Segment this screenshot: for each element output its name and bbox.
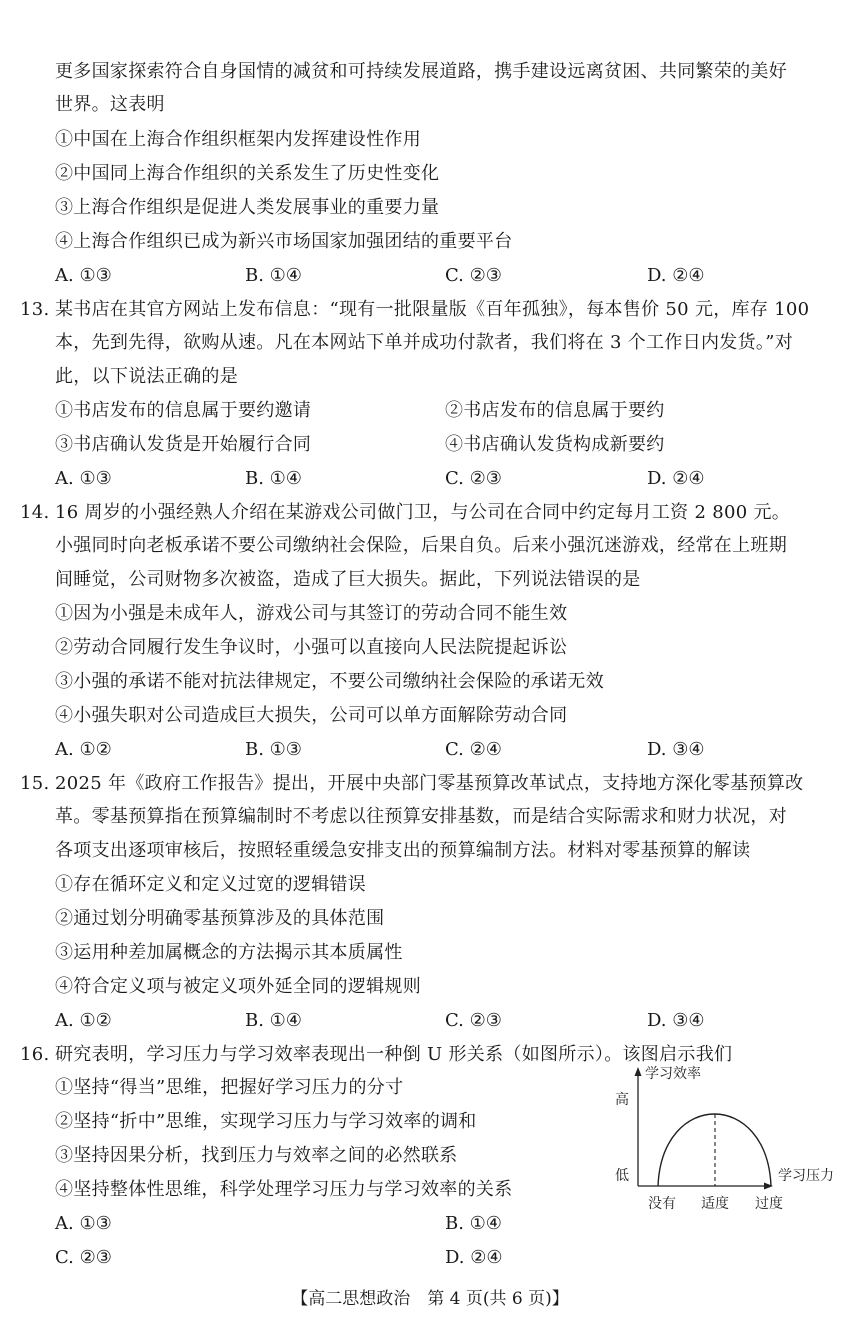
q13-item: ②书店发布的信息属于要约 (445, 400, 665, 421)
q12-item: ②中国同上海合作组织的关系发生了历史性变化 (55, 163, 440, 184)
q16-stem-line: 研究表明，学习压力与学习效率表现出一种倒 U 形关系（如图所示）。该图启示我们 (55, 1044, 733, 1065)
q13-item: ③书店确认发货是开始履行合同 (55, 434, 312, 455)
q12-item: ①中国在上海合作组织框架内发挥建设性作用 (55, 129, 421, 150)
q12-stem-line: 世界。这表明 (55, 94, 165, 115)
q12-option-a: A. ①③ (55, 265, 112, 286)
q14-stem-line: 间睡觉，公司财物多次被盗，造成了巨大损失。据此，下列说法错误的是 (55, 569, 641, 590)
q16-option-d: D. ②④ (445, 1247, 503, 1268)
x-tick-label: 过度 (755, 1196, 783, 1212)
y-low-label: 低 (615, 1168, 629, 1184)
q14-item: ④小强失职对公司造成巨大损失，公司可以单方面解除劳动合同 (55, 705, 568, 726)
q14-item: ③小强的承诺不能对抗法律规定，不要公司缴纳社会保险的承诺无效 (55, 671, 604, 692)
q15-item: ④符合定义项与被定义项外延全同的逻辑规则 (55, 976, 421, 997)
q16-option-c: C. ②③ (55, 1247, 112, 1268)
q15-stem-line: 革。零基预算指在预算编制时不考虑以往预算安排基数，而是结合实际需求和财力状况，对 (55, 806, 787, 827)
q15-item: ②通过划分明确零基预算涉及的具体范围 (55, 908, 385, 929)
q13-item: ①书店发布的信息属于要约邀请 (55, 400, 312, 421)
y-axis-arrow-icon (635, 1067, 642, 1076)
q14-number: 14. (20, 502, 50, 523)
x-axis-arrow-icon (764, 1183, 773, 1190)
q14-option-b: B. ①③ (245, 739, 302, 760)
q12-option-b: B. ①④ (245, 265, 302, 286)
q15-option-a: A. ①② (55, 1010, 112, 1031)
q14-option-c: C. ②④ (445, 739, 502, 760)
q16-option-a: A. ①③ (55, 1213, 112, 1234)
page-footer: 【高二思想政治 第 4 页(共 6 页)】 (291, 1289, 569, 1309)
x-axis-label: 学习压力 (778, 1168, 834, 1184)
q13-stem-line: 某书店在其官方网站上发布信息：“现有一批限量版《百年孤独》，每本售价 50 元，库存 100 (55, 299, 810, 320)
q12-item: ④上海合作组织已成为新兴市场国家加强团结的重要平台 (55, 231, 513, 252)
q15-option-d: D. ③④ (647, 1010, 705, 1031)
q14-stem-line: 小强同时向老板承诺不要公司缴纳社会保险，后果自负。后来小强沉迷游戏，经常在上班期 (55, 535, 787, 556)
q14-option-a: A. ①② (55, 739, 112, 760)
q14-item: ①因为小强是未成年人，游戏公司与其签订的劳动合同不能生效 (55, 603, 568, 624)
y-high-label: 高 (615, 1092, 629, 1108)
x-tick-label: 适度 (701, 1196, 729, 1212)
q16-item: ③坚持因果分析，找到压力与效率之间的必然联系 (55, 1145, 458, 1166)
q13-option-d: D. ②④ (647, 468, 705, 489)
q14-stem-line: 16 周岁的小强经熟人介绍在某游戏公司做门卫，与公司在合同中约定每月工资 2 800 元。 (55, 502, 791, 523)
q15-stem-line: 2025 年《政府工作报告》提出，开展中央部门零基预算改革试点，支持地方深化零基预算改 (55, 773, 804, 794)
q15-item: ①存在循环定义和定义过宽的逻辑错误 (55, 874, 367, 895)
x-tick-label: 没有 (648, 1196, 676, 1212)
q13-item: ④书店确认发货构成新要约 (445, 434, 665, 455)
q15-option-c: C. ②③ (445, 1010, 502, 1031)
q15-item: ③运用种差加属概念的方法揭示其本质属性 (55, 942, 403, 963)
q12-option-c: C. ②③ (445, 265, 502, 286)
q16-item: ①坚持“得当”思维，把握好学习压力的分寸 (55, 1077, 404, 1098)
q15-number: 15. (20, 773, 50, 794)
q12-item: ③上海合作组织是促进人类发展事业的重要力量 (55, 197, 440, 218)
q12-stem-line: 更多国家探索符合自身国情的减贫和可持续发展道路，携手建设远离贫困、共同繁荣的美好 (55, 61, 787, 82)
y-axis-label: 学习效率 (645, 1066, 701, 1082)
q13-option-c: C. ②③ (445, 468, 502, 489)
q16-number: 16. (20, 1044, 50, 1065)
q16-option-b: B. ①④ (445, 1213, 502, 1234)
inverted-u-figure (600, 1062, 850, 1222)
q14-option-d: D. ③④ (647, 739, 705, 760)
q12-option-d: D. ②④ (647, 265, 705, 286)
q13-number: 13. (20, 299, 50, 320)
q14-item: ②劳动合同履行发生争议时，小强可以直接向人民法院提起诉讼 (55, 637, 568, 658)
q16-item: ④坚持整体性思维，科学处理学习压力与学习效率的关系 (55, 1179, 513, 1200)
q13-stem-line: 本，先到先得，欲购从速。凡在本网站下单并成功付款者，我们将在 3 个工作日内发货。”对 (55, 332, 793, 353)
q15-option-b: B. ①④ (245, 1010, 302, 1031)
q16-item: ②坚持“折中”思维，实现学习压力与学习效率的调和 (55, 1111, 477, 1132)
q13-option-a: A. ①③ (55, 468, 112, 489)
q13-option-b: B. ①④ (245, 468, 302, 489)
q13-stem-line: 此，以下说法正确的是 (55, 366, 238, 387)
q15-stem-line: 各项支出逐项审核后，按照轻重缓急安排支出的预算编制方法。材料对零基预算的解读 (55, 840, 751, 861)
